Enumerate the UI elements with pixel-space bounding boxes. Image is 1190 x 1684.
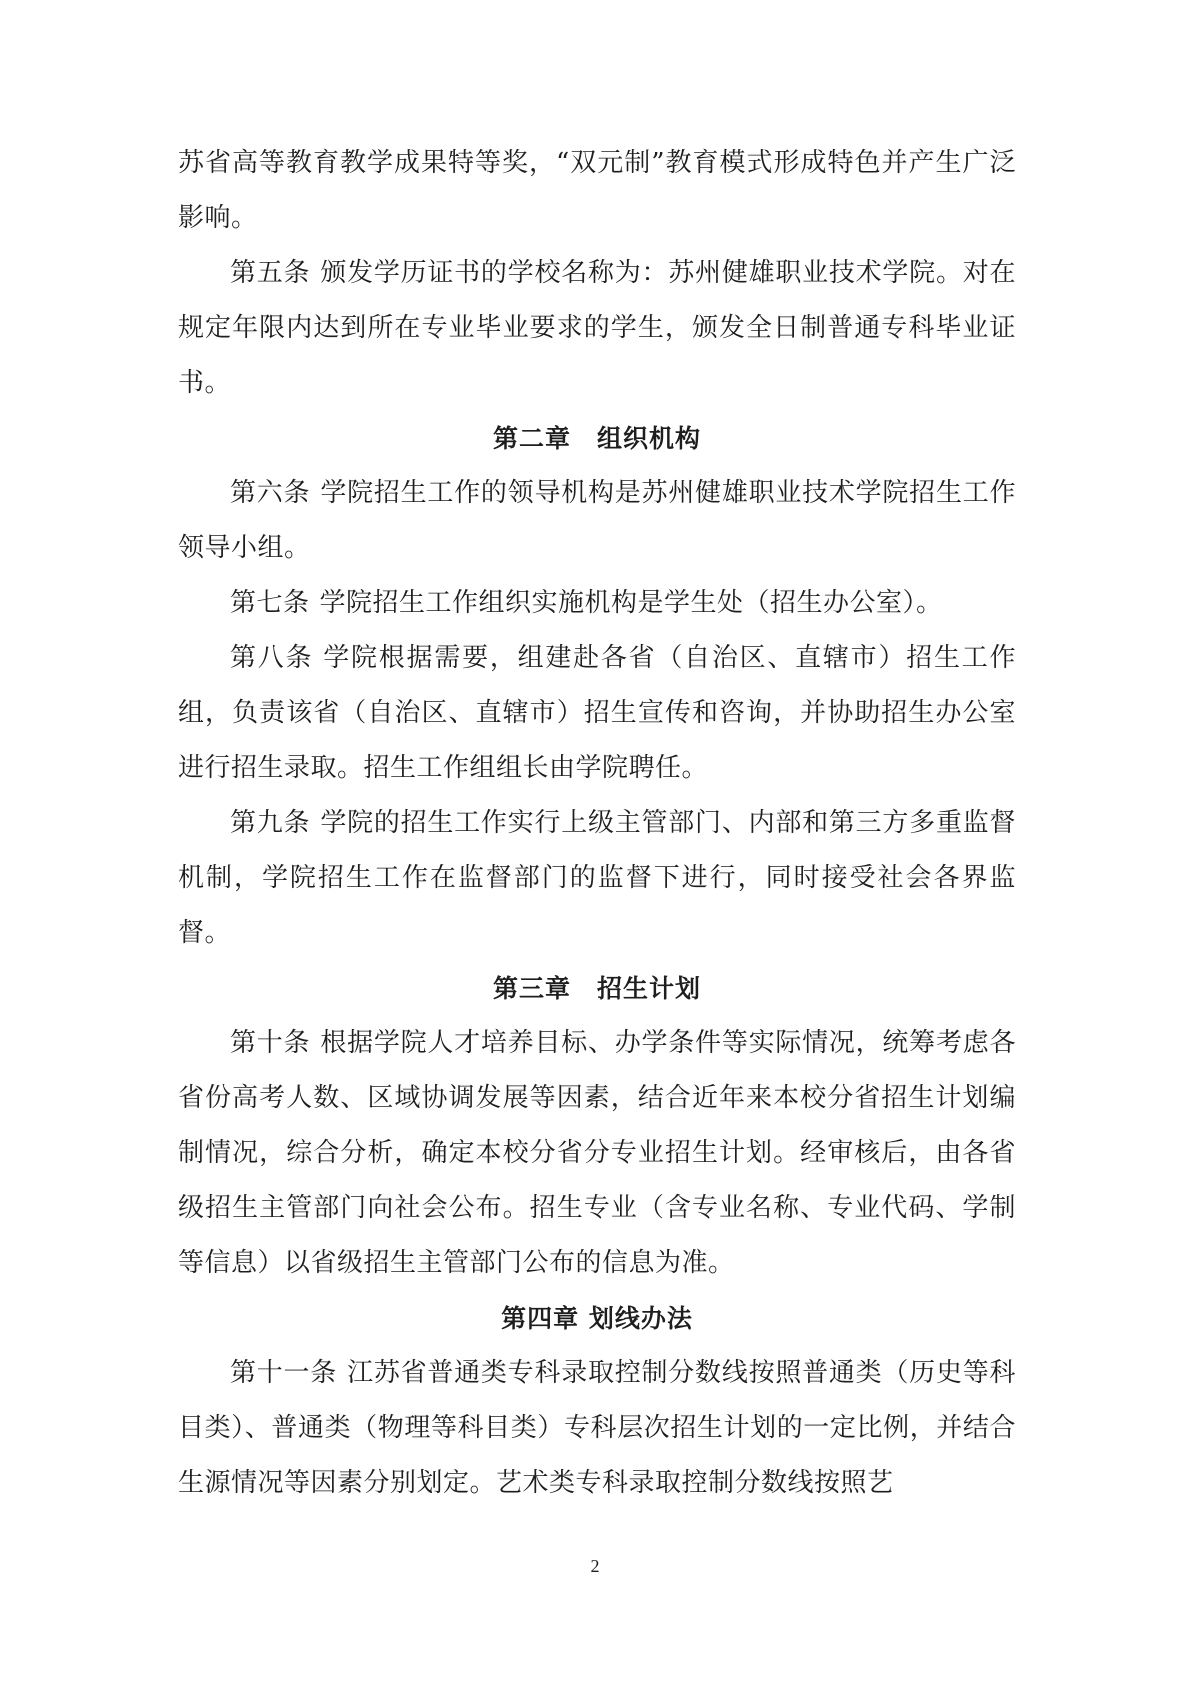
article-5 — [178, 246, 1016, 411]
article-label: 第十条 — [230, 1028, 311, 1058]
article-label: 第九条 — [230, 808, 311, 838]
article-11 — [178, 1346, 1016, 1511]
chapter-heading-4: 第四章 划线办法 — [501, 1304, 693, 1333]
article-text: 学院的招生工作实行上级主管部门、内部和第三方多重监督机制，学院招生工作在监督部门的监督下进行，同时接受社会各界监督。 — [178, 808, 1016, 948]
article-text: 学院招生工作组织实施机构是学生处（招生办公室）。 — [319, 588, 943, 618]
paragraph-continuation: 苏省高等教育教学成果特等奖，“双元制”教育模式形成特色并产生广泛影响。 — [178, 148, 1016, 233]
article-text: 学院招生工作的领导机构是苏州健雄职业技术学院招生工作领导小组。 — [178, 478, 1016, 563]
page-number: 2 — [590, 1556, 600, 1576]
article-label: 第五条 — [230, 258, 311, 288]
article-text: 江苏省普通类专科录取控制分数线按照普通类（历史等科目类）、普通类（物理等科目类）专科层次招生计划的一定比例，并结合生源情况等因素分别划定。艺术类专科录取控制分数线按照艺 — [178, 1358, 1016, 1498]
article-label: 第十一条 — [230, 1358, 338, 1388]
article-text: 根据学院人才培养目标、办学条件等实际情况，统筹考虑各省份高考人数、区域协调发展等因素，结合近年来本校分省招生计划编制情况，综合分析，确定本校分省分专业招生计划。经审核后，由各省级招生主管部门向社会公布。招生专业（含专业名称、专业代码、学制等信息）以省级招生主管部门公布的信息为准。 — [178, 1028, 1016, 1278]
article-text: 学院根据需要，组建赴各省（自治区、直辖市）招生工作组，负责该省（自治区、直辖市）招生宣传和咨询，并协助招生办公室进行招生录取。招生工作组组长由学院聘任。 — [178, 643, 1016, 783]
article-text: 颁发学历证书的学校名称为：苏州健雄职业技术学院。对在规定年限内达到所在专业毕业要求的学生，颁发全日制普通专科毕业证书。 — [178, 258, 1016, 398]
document-body — [178, 136, 1016, 1511]
chapter-heading-3: 第三章 招生计划 — [492, 974, 701, 1003]
article-label: 第八条 — [230, 643, 314, 673]
chapter-heading-2: 第二章 组织机构 — [492, 424, 701, 453]
article-label: 第六条 — [230, 478, 311, 508]
article-10 — [178, 1016, 1016, 1291]
article-label: 第七条 — [230, 588, 310, 618]
article-9 — [178, 796, 1016, 961]
article-6 — [178, 466, 1016, 576]
article-7 — [178, 576, 1016, 631]
article-8 — [178, 631, 1016, 796]
